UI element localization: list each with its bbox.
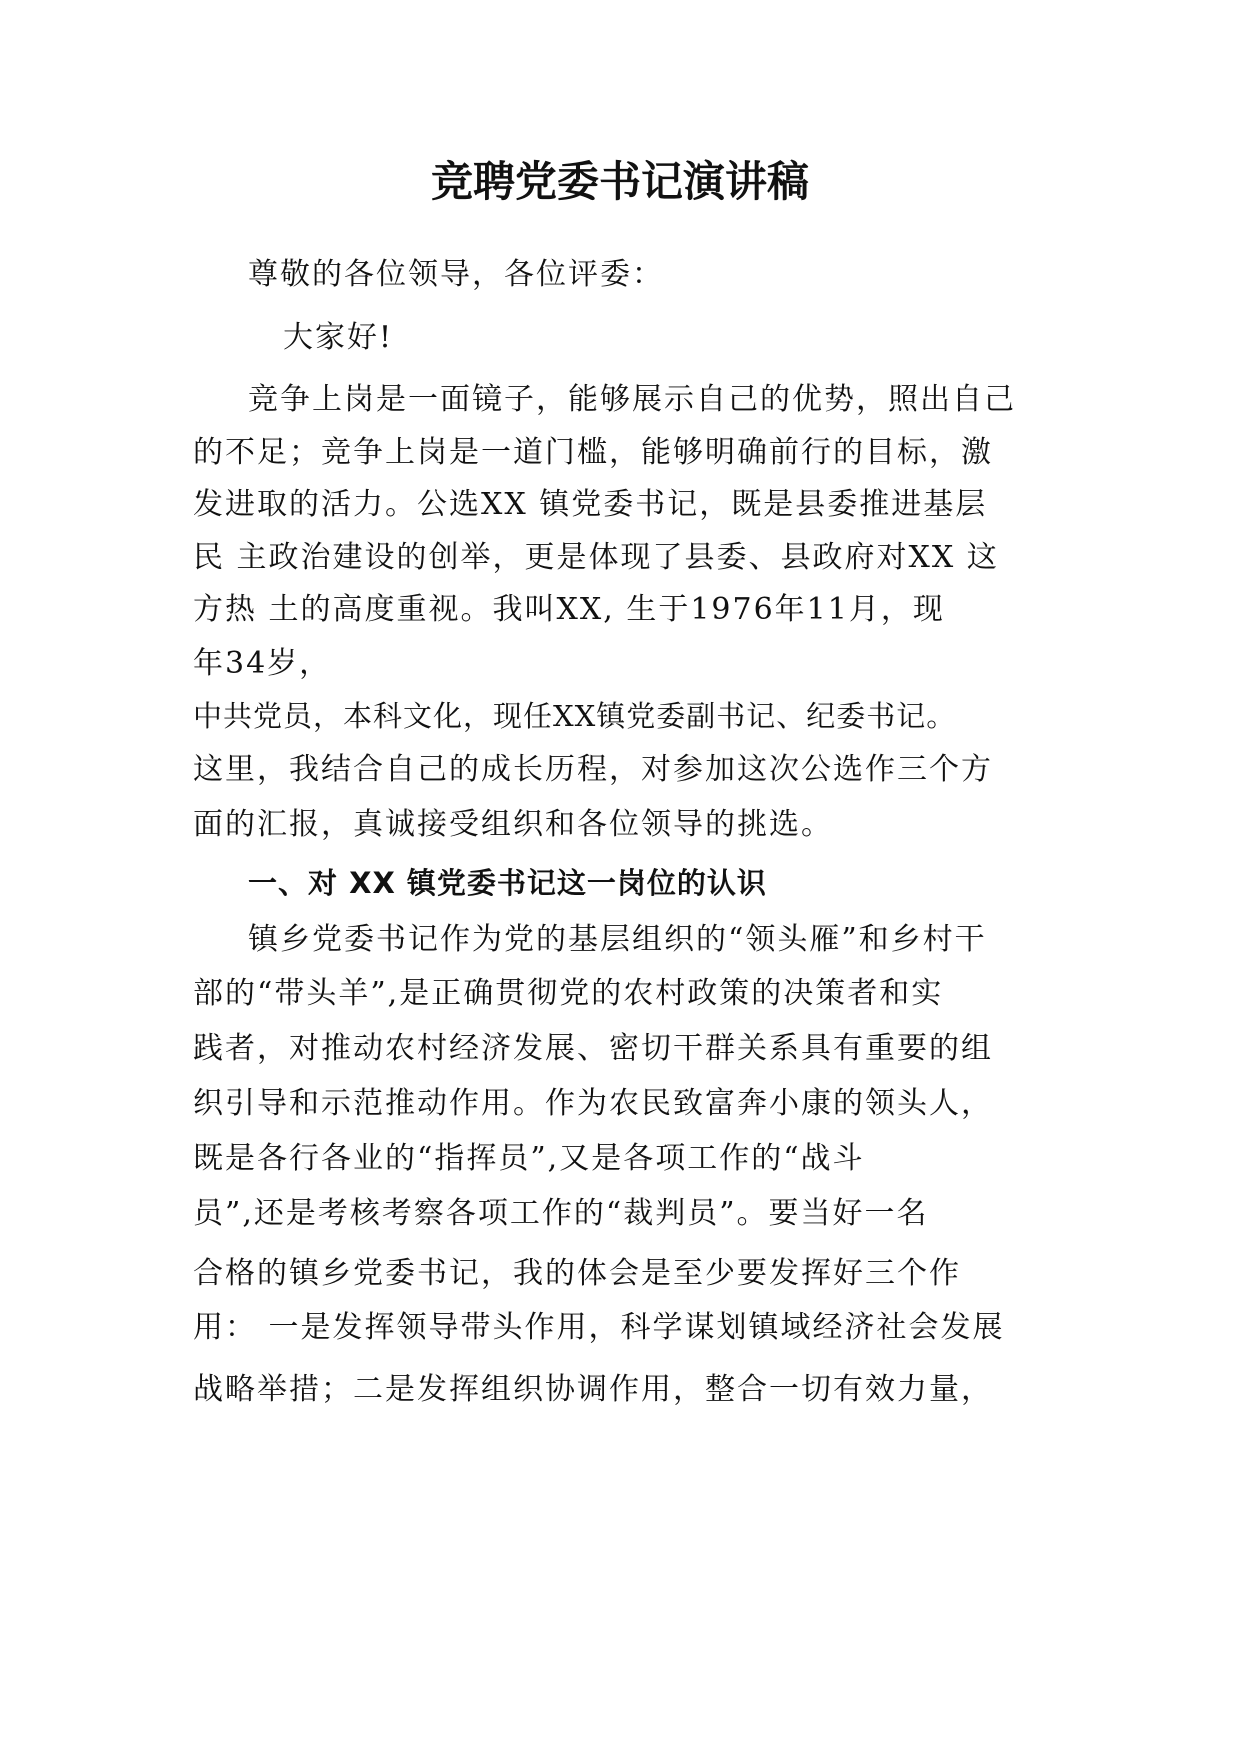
paragraph-line: 员”,还是考核考察各项工作的“裁判员”。要当好一名 xyxy=(193,1196,929,1231)
paragraph-line: 面的汇报，真诚接受组织和各位领导的挑选。 xyxy=(193,807,833,842)
paragraph-line: 发进取的活力。公选XX 镇党委书记，既是县委推进基层 xyxy=(193,487,988,522)
paragraph-line: 中共党员，本科文化，现任XX镇党委副书记、纪委书记。 xyxy=(193,699,957,733)
paragraph-line: 年34岁， xyxy=(193,646,332,681)
paragraph-line: 民 主政治建设的创举，更是体现了县委、县政府对XX 这 xyxy=(193,540,999,575)
paragraph-line: 既是各行各业的“指挥员”,又是各项工作的“战斗 xyxy=(193,1141,865,1176)
paragraph-line: 竞争上岗是一面镜子，能够展示自己的优势，照出自己 xyxy=(248,382,1016,417)
paragraph-line: 的不足；竞争上岗是一道门槛，能够明确前行的目标，激 xyxy=(193,435,993,470)
paragraph-line: 方热 土的高度重视。我叫XX, 生于1976年11月，现 xyxy=(193,592,945,627)
paragraph-line: 合格的镇乡党委书记，我的体会是至少要发挥好三个作 xyxy=(193,1256,961,1291)
paragraph-line: 这里，我结合自己的成长历程，对参加这次公选作三个方 xyxy=(193,752,993,787)
section-heading: 一、对 XX 镇党委书记这一岗位的认识 xyxy=(248,866,767,900)
salutation: 尊敬的各位领导，各位评委： xyxy=(248,257,664,292)
paragraph-line: 织引导和示范推动作用。作为农民致富奔小康的领头人， xyxy=(193,1086,993,1121)
greeting: 大家好! xyxy=(283,320,394,355)
paragraph-line: 践者，对推动农村经济发展、密切干群关系具有重要的组 xyxy=(193,1031,993,1066)
paragraph-line: 镇乡党委书记作为党的基层组织的“领头雁”和乡村干 xyxy=(248,922,987,957)
paragraph-line: 部的“带头羊”,是正确贯彻党的农村政策的决策者和实 xyxy=(193,976,944,1011)
document-title: 竞聘党委书记演讲稿 xyxy=(430,157,809,206)
paragraph-line: 战略举措；二是发挥组织协调作用，整合一切有效力量， xyxy=(193,1372,993,1407)
paragraph-line: 用： 一是发挥领导带头作用，科学谋划镇域经济社会发展 xyxy=(193,1310,1005,1345)
